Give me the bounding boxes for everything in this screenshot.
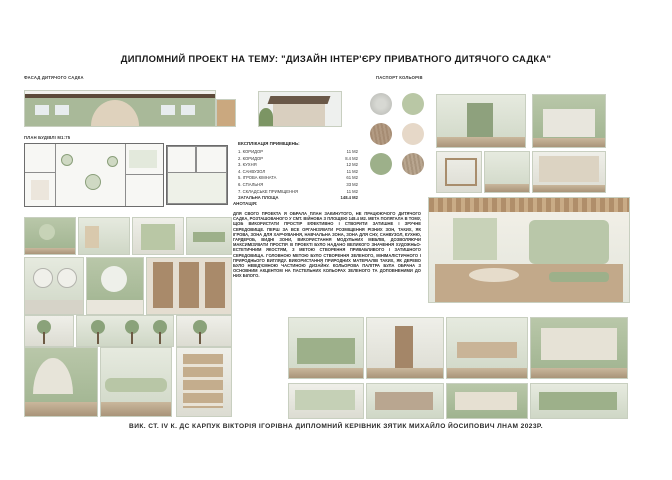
color-swatch-5 <box>370 153 392 175</box>
render-storage <box>176 347 232 417</box>
render-elevation-trees-1 <box>24 315 74 347</box>
color-swatch-1 <box>370 93 392 115</box>
room-row <box>238 156 358 163</box>
room-area: 33 М2 <box>346 181 358 187</box>
render-playroom-side <box>530 317 628 379</box>
total-label: ЗАГАЛЬНА ПЛОЩА <box>238 195 279 201</box>
facade-render-main <box>24 90 216 127</box>
annotation-heading: АНОТАЦІЯ: <box>233 201 258 206</box>
floor-plan-secondary <box>166 145 228 205</box>
facade-caption: ФАСАД ДИТЯЧОГО САДКА <box>24 75 84 80</box>
render-elevation-trees-3 <box>176 315 232 347</box>
render-sink <box>86 257 144 315</box>
render-corridor-long <box>366 317 444 379</box>
render-wardrobe <box>532 94 606 148</box>
room-area: 8.4 М2 <box>345 155 358 161</box>
room-name: 5. ІГРОВА КІМНАТА <box>238 175 277 181</box>
render-dining <box>446 317 528 379</box>
room-row <box>238 162 358 169</box>
plan-caption: ПЛАН БУДІВЛІ М1:75 <box>24 135 71 140</box>
room-area: 12 М2 <box>346 162 358 168</box>
render-bathroom <box>24 257 84 315</box>
room-row <box>238 169 358 176</box>
render-bedroom <box>24 347 98 417</box>
color-swatch-3 <box>370 123 392 145</box>
room-name: 2. КОРИДОР <box>238 155 263 161</box>
render-elevation-5 <box>288 383 364 419</box>
room-row <box>238 189 358 196</box>
render-hallway <box>436 94 526 148</box>
room-name: 6. СПАЛЬНЯ <box>238 181 264 187</box>
render-elevation-trees-2 <box>76 315 174 347</box>
presentation-board <box>20 45 652 437</box>
render-elevation-6 <box>366 383 444 419</box>
rooms-heading: ЕКСПЛІКАЦІЯ ПРИМІЩЕНЬ: <box>238 141 300 146</box>
facade-render-side <box>216 99 236 127</box>
render-corridor <box>436 151 482 193</box>
render-playroom-large <box>428 197 630 303</box>
annotation-text: ДЛЯ СВОГО ПРОЕКТА Я ОБРАЛА ПЛАН ЗАКИНУТОГО, НЕ ПРАЦЮЮЧОГО ДИТЯЧОГО САДКА, РОЗТАШОВАНОГО У СМТ. ВІЙНОВА З ПЛОЩЕЮ 148.4 М2. МЕТА ПОЛЯГАЛА В ТОМУ, ЩОБ ВИКОРИСТАТИ ПРОСТІР ЕФЕКТИВНО І СТВОРИТИ ЗАТИШНЕ І ЗРУЧНЕ СЕРЕДОВИЩЕ. ПЕРШ ЗА ВСЕ ОРГАНІЗУВАТИ РОЗМІЩЕННЯ РІЗНИХ ЗОН, ТАКИХ, ЯК ІГРОВА, ЗОНА ДЛЯ ХАРЧУВАННЯ, НАВЧАЛЬНА ЗОНА, ЗОНА ДЛЯ СНУ, САНВУЗОЛ, КУХНЮ, ГАРДЕРОБ, ВИДНІ ЗОНИ, ВИКОРИСТАННЯ МОДУЛЬНИХ МЕБЛІВ, ДОЗВОЛЯЮЧИ МАКСИМІЗУВАТИ ПРОСТІР. В ПРОЕКТІ БУЛО НАДАНО ВЕЛИКОГО ЗНАЧЕННЯ ХУДОЖНЬО-ЕСТЕТИЧНИМ ЯКОСТЯМ, З МЕТОЮ СТВОРЕННЯ ПРИВАБЛИВОГО І ЗАТИШНОГО СЕРЕДОВИЩА. ГОЛОВНОЮ МЕТОЮ БУЛО СТВОРЕННЯ ЗЕЛЕНОГО, МІНІМАЛІСТИЧНОГО І ПРИРОДНЬОГО ВИГЛЯДУ. ВИКОРИСТАННЯ ПРИРОДНИХ МАТЕРІАЛІВ ТАКИХ, ЯК ДЕРЕВО БУЛО НЕВІД'ЄМНОЮ ЧАСТИНОЮ ДИЗАЙНУ. КОЛЬОРОВА ПАЛІТРА БУЛА ОБРАНА З ОСНОВНИМ АКЦЕНТОМ НА ПАСТЕЛЬНИХ КОЛЬОРАХ ЗЕЛЕНОГО ТА ДОПОВНЕНИМИ ДО НИХ БІЛОГО. <box>233 211 421 279</box>
render-elevation-8 <box>530 383 628 419</box>
room-row <box>238 182 358 189</box>
render-bedroom-beds <box>100 347 172 417</box>
room-name: 7. СКЛАДСЬКЕ ПРИМІЩЕННЯ <box>238 188 299 194</box>
author-footer: ВИК. СТ. IV К. ДС КАРПУК ВІКТОРІЯ ІГОРІВНА ДИПЛОМНИЙ КЕРІВНИК ЗЯТИК МИХАЙЛО ЙОСИПОВИЧ ЛНАМ 2023Р. <box>129 423 543 430</box>
render-kitchen <box>288 317 364 379</box>
color-swatch-2 <box>402 93 424 115</box>
room-name: 1. КОРИДОР <box>238 149 263 154</box>
room-area: 61 М2 <box>346 175 358 181</box>
floor-plan <box>24 143 164 207</box>
render-elevation-2 <box>78 217 130 255</box>
facade-render-3d <box>258 91 342 127</box>
render-elevation-7 <box>446 383 528 419</box>
render-elevation-4 <box>186 217 232 255</box>
render-lockers <box>532 151 606 193</box>
room-area: 11 М2 <box>346 149 358 154</box>
color-swatch-6 <box>402 153 424 175</box>
room-name: 3. КУХНЯ <box>238 162 257 168</box>
room-explication <box>238 141 358 202</box>
board-title: ДИПЛОМНИЙ ПРОЕКТ НА ТЕМУ: "ДИЗАЙН ІНТЕР'ЄРУ ПРИВАТНОГО ДИТЯЧОГО САДКА" <box>120 53 552 64</box>
render-elevation-1 <box>24 217 76 255</box>
room-name: 4. САНВУЗОЛ <box>238 168 266 174</box>
color-swatch-4 <box>402 123 424 145</box>
room-area: 11 М2 <box>346 168 358 174</box>
room-row <box>238 175 358 182</box>
total-area: 148.4 М2 <box>340 195 358 201</box>
render-elevation-3 <box>132 217 184 255</box>
render-entry <box>484 151 530 193</box>
room-row <box>238 149 358 156</box>
passport-caption: ПАСПОРТ КОЛЬОРІВ <box>376 75 423 80</box>
room-area: 11 М2 <box>346 188 358 194</box>
render-toilet-stalls <box>146 257 232 315</box>
